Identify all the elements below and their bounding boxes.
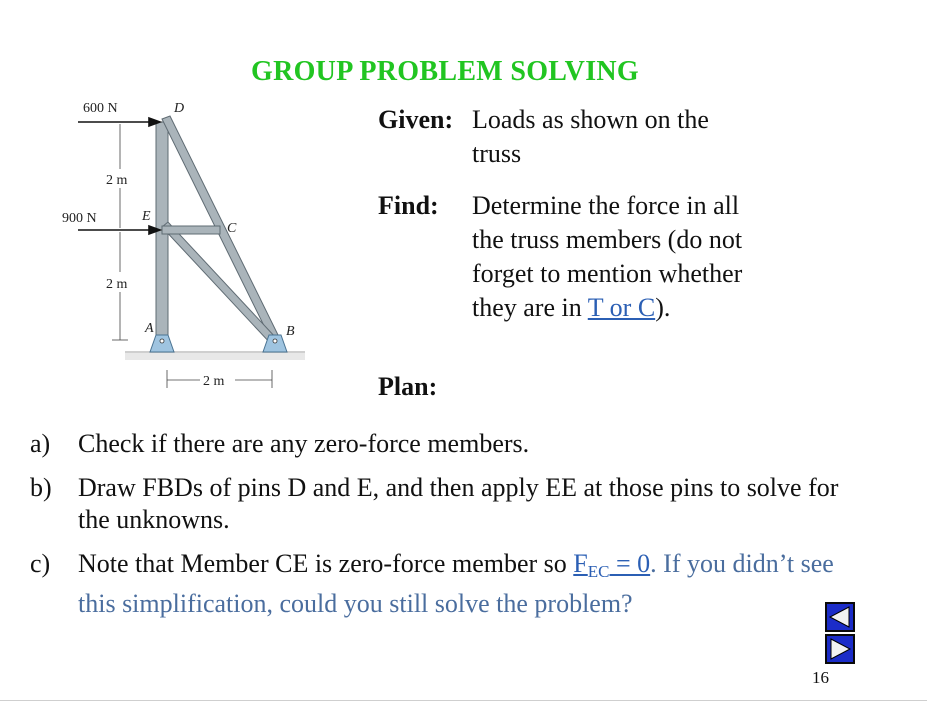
fec-link-sub: EC (587, 562, 610, 581)
plan-steps (22, 428, 842, 632)
step-a-text: Check if there are any zero-force members. (78, 429, 530, 458)
step-b-text: Draw FBDs of pins D and E, and then apply EE at those pins to solve for the unknowns. (78, 473, 839, 534)
pin-a (160, 339, 164, 343)
node-label-d: D (174, 101, 185, 116)
label-dim-base: 2 m (203, 374, 225, 389)
node-label-a: A (145, 321, 154, 336)
step-c (22, 548, 842, 620)
label-900n: 900 N (62, 211, 97, 226)
step-a (22, 428, 842, 460)
plan-label: Plan: (378, 372, 438, 401)
t-or-c-link[interactable]: T or C (587, 293, 656, 322)
member-ec (162, 226, 220, 234)
step-c-text-after: . If you didn’t see this simplification, could you still solve the problem? (78, 549, 834, 618)
ground-surface (125, 352, 305, 360)
given-label: Given: (378, 105, 454, 134)
label-dim-lower: 2 m (106, 277, 128, 292)
label-600n: 600 N (83, 101, 118, 116)
fec-link[interactable] (573, 549, 651, 581)
label-dim-upper: 2 m (106, 173, 128, 188)
previous-slide-button[interactable] (825, 602, 855, 632)
member-eb (162, 222, 277, 344)
step-b (22, 472, 842, 536)
step-c-marker: c) (30, 549, 51, 578)
truss-figure (50, 92, 320, 397)
slide-title: GROUP PROBLEM SOLVING (251, 56, 639, 87)
triangle-right-icon (827, 636, 853, 662)
fec-link-main: F (573, 549, 588, 578)
support-a (150, 335, 174, 352)
node-label-c: C (227, 221, 237, 236)
find-text (472, 189, 752, 325)
pin-b (273, 339, 277, 343)
fec-link-tail: = 0 (609, 549, 651, 578)
find-label: Find: (378, 191, 439, 220)
step-c-text-before: Note that Member CE is zero-force member so (78, 549, 574, 578)
step-c-text (78, 549, 834, 618)
node-label-b: B (286, 324, 295, 339)
node-label-e: E (142, 209, 151, 224)
next-slide-button[interactable] (825, 634, 855, 664)
given-text: Loads as shown on the truss (472, 105, 709, 168)
find-text-main: Determine the force in all the truss members (do not forget to mention whether they are in (472, 191, 743, 322)
page-number: 16 (812, 668, 829, 687)
step-a-marker: a) (30, 429, 51, 458)
bottom-divider (0, 700, 927, 701)
find-text-suffix: ). (655, 293, 671, 322)
step-b-marker: b) (30, 473, 52, 502)
triangle-left-icon (827, 604, 853, 630)
